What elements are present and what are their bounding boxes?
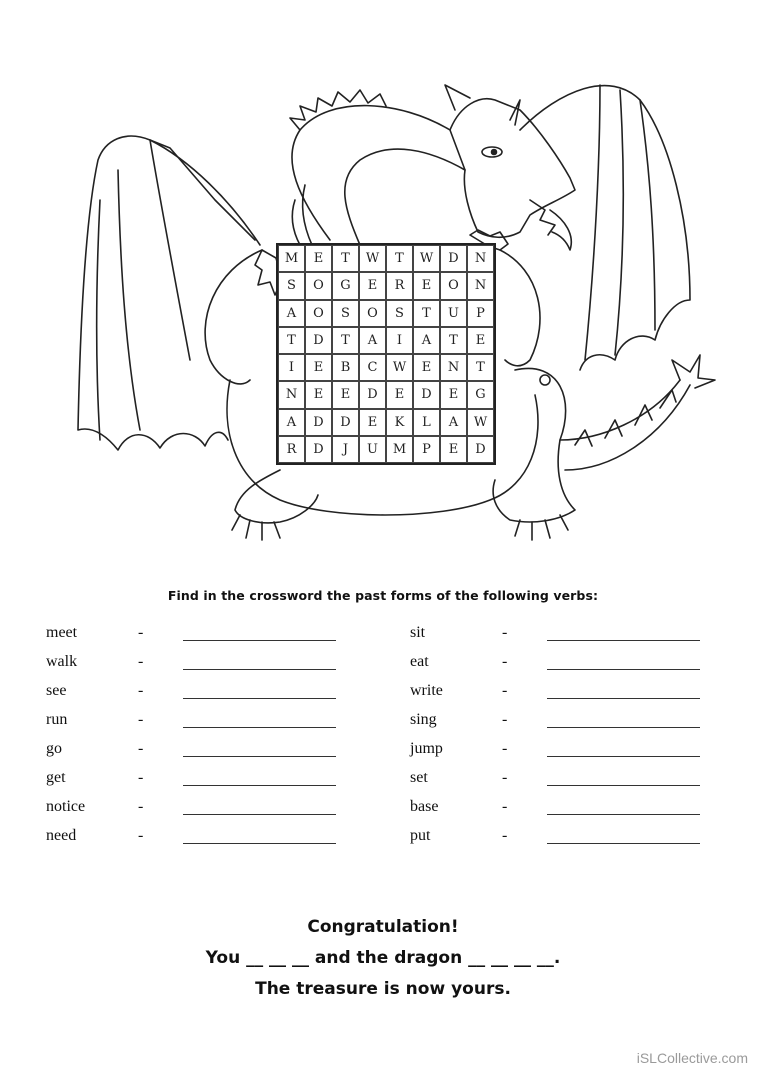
grid-cell: W bbox=[413, 245, 440, 272]
verb-list-left bbox=[46, 622, 356, 854]
grid-cell: T bbox=[467, 354, 494, 381]
grid-cell: M bbox=[278, 245, 305, 272]
answer-blank-line[interactable] bbox=[547, 669, 700, 670]
grid-cell: E bbox=[440, 436, 467, 463]
grid-cell: O bbox=[440, 272, 467, 299]
verb-row bbox=[410, 680, 720, 709]
grid-cell: D bbox=[305, 409, 332, 436]
grid-cell: D bbox=[305, 327, 332, 354]
answer-blank-line[interactable] bbox=[547, 843, 700, 844]
congrats-title: Congratulation! bbox=[307, 917, 459, 937]
grid-cell: G bbox=[332, 272, 359, 299]
grid-cell: D bbox=[359, 381, 386, 408]
grid-cell: N bbox=[467, 272, 494, 299]
grid-cell: U bbox=[359, 436, 386, 463]
watermark-text: iSLCollective.com bbox=[636, 1050, 748, 1066]
grid-cell: A bbox=[278, 409, 305, 436]
verb-dash: - bbox=[138, 740, 144, 757]
grid-cell: T bbox=[332, 245, 359, 272]
grid-cell: I bbox=[278, 354, 305, 381]
verb-label: sing bbox=[410, 711, 437, 728]
grid-cell: A bbox=[359, 327, 386, 354]
grid-cell: A bbox=[278, 300, 305, 327]
verb-label: walk bbox=[46, 653, 78, 670]
answer-blank-line[interactable] bbox=[547, 785, 700, 786]
grid-cell: A bbox=[413, 327, 440, 354]
answer-blank-line[interactable] bbox=[547, 756, 700, 757]
grid-cell: E bbox=[440, 381, 467, 408]
verb-row bbox=[410, 622, 720, 651]
verb-dash: - bbox=[138, 711, 144, 728]
grid-cell: O bbox=[305, 272, 332, 299]
grid-cell: E bbox=[332, 381, 359, 408]
answer-blank-line[interactable] bbox=[183, 756, 336, 757]
dragon-neck bbox=[292, 106, 450, 240]
answer-blank-line[interactable] bbox=[547, 640, 700, 641]
congratulation-block bbox=[0, 912, 766, 1005]
grid-cell: B bbox=[332, 354, 359, 381]
verb-dash: - bbox=[502, 798, 508, 815]
verb-row bbox=[410, 796, 720, 825]
grid-cell: T bbox=[440, 327, 467, 354]
verb-label: see bbox=[46, 682, 67, 699]
verb-row bbox=[46, 680, 356, 709]
grid-cell: D bbox=[440, 245, 467, 272]
verb-row bbox=[410, 651, 720, 680]
verb-label: base bbox=[410, 798, 439, 815]
grid-cell: P bbox=[467, 300, 494, 327]
answer-blank-line[interactable] bbox=[547, 814, 700, 815]
grid-cell: E bbox=[386, 381, 413, 408]
congrats-sentence: You __ __ __ and the dragon __ __ __ __. bbox=[205, 948, 561, 968]
verb-label: get bbox=[46, 769, 66, 786]
left-leg bbox=[235, 470, 318, 523]
grid-cell: L bbox=[413, 409, 440, 436]
grid-cell: T bbox=[413, 300, 440, 327]
grid-cell: T bbox=[386, 245, 413, 272]
grid-cell: R bbox=[386, 272, 413, 299]
answer-blank-line[interactable] bbox=[183, 727, 336, 728]
verb-row bbox=[46, 796, 356, 825]
grid-cell: S bbox=[332, 300, 359, 327]
verb-row bbox=[410, 738, 720, 767]
answer-blank-line[interactable] bbox=[547, 727, 700, 728]
grid-cell: W bbox=[467, 409, 494, 436]
verb-label: put bbox=[410, 827, 431, 844]
left-wing bbox=[78, 136, 260, 450]
verb-dash: - bbox=[502, 624, 508, 641]
verb-dash: - bbox=[502, 769, 508, 786]
grid-cell: U bbox=[440, 300, 467, 327]
grid-cell: P bbox=[413, 436, 440, 463]
verb-row bbox=[46, 651, 356, 680]
grid-cell: I bbox=[386, 327, 413, 354]
grid-cell: E bbox=[467, 327, 494, 354]
verb-dash: - bbox=[502, 740, 508, 757]
verb-dash: - bbox=[502, 711, 508, 728]
grid-cell: W bbox=[359, 245, 386, 272]
grid-cell: A bbox=[440, 409, 467, 436]
verb-dash: - bbox=[138, 682, 144, 699]
grid-cell: E bbox=[413, 272, 440, 299]
grid-cell: E bbox=[305, 354, 332, 381]
right-leg bbox=[493, 368, 575, 522]
right-wing bbox=[520, 86, 690, 370]
dragon-head bbox=[450, 99, 575, 238]
grid-cell: T bbox=[278, 327, 305, 354]
grid-cell: E bbox=[305, 245, 332, 272]
grid-cell: N bbox=[278, 381, 305, 408]
verb-dash: - bbox=[502, 682, 508, 699]
grid-cell: C bbox=[359, 354, 386, 381]
grid-cell: K bbox=[386, 409, 413, 436]
grid-cell: E bbox=[359, 409, 386, 436]
verb-row bbox=[46, 738, 356, 767]
grid-cell: D bbox=[467, 436, 494, 463]
grid-cell: T bbox=[332, 327, 359, 354]
congrats-treasure: The treasure is now yours. bbox=[255, 979, 511, 999]
grid-cell: J bbox=[332, 436, 359, 463]
verb-dash: - bbox=[138, 769, 144, 786]
verb-row bbox=[46, 622, 356, 651]
verb-row bbox=[46, 767, 356, 796]
instruction-text: Find in the crossword the past forms of the following verbs: bbox=[167, 588, 599, 603]
grid-cell: D bbox=[413, 381, 440, 408]
answer-blank-line[interactable] bbox=[183, 785, 336, 786]
grid-cell: W bbox=[386, 354, 413, 381]
answer-blank-line[interactable] bbox=[547, 698, 700, 699]
grid-cell: O bbox=[305, 300, 332, 327]
answer-blank-line[interactable] bbox=[183, 640, 336, 641]
verb-label: go bbox=[46, 740, 62, 757]
verb-row bbox=[410, 709, 720, 738]
grid-cell: N bbox=[467, 245, 494, 272]
grid-cell: E bbox=[359, 272, 386, 299]
grid-cell: N bbox=[440, 354, 467, 381]
verb-dash: - bbox=[138, 653, 144, 670]
grid-cell: M bbox=[386, 436, 413, 463]
verb-row bbox=[46, 709, 356, 738]
grid-cell: D bbox=[305, 436, 332, 463]
verb-dash: - bbox=[138, 798, 144, 815]
verb-list-right bbox=[410, 622, 720, 854]
verb-label: need bbox=[46, 827, 77, 844]
answer-blank-line[interactable] bbox=[183, 843, 336, 844]
grid-cell: S bbox=[278, 272, 305, 299]
answer-blank-line[interactable] bbox=[183, 814, 336, 815]
answer-blank-line[interactable] bbox=[183, 698, 336, 699]
verb-label: notice bbox=[46, 798, 86, 815]
word-search-grid bbox=[276, 243, 496, 465]
grid-cell: R bbox=[278, 436, 305, 463]
grid-cell: E bbox=[305, 381, 332, 408]
grid-cell: S bbox=[386, 300, 413, 327]
grid-cell: G bbox=[467, 381, 494, 408]
verb-label: jump bbox=[410, 740, 443, 757]
grid-cell: D bbox=[332, 409, 359, 436]
verb-row bbox=[46, 825, 356, 854]
verb-dash: - bbox=[502, 827, 508, 844]
verb-row bbox=[410, 767, 720, 796]
grid-cell: E bbox=[413, 354, 440, 381]
verb-label: run bbox=[46, 711, 68, 728]
verb-dash: - bbox=[138, 624, 144, 641]
grid-cell: O bbox=[359, 300, 386, 327]
verb-dash: - bbox=[138, 827, 144, 844]
verb-dash: - bbox=[502, 653, 508, 670]
verb-label: eat bbox=[410, 653, 429, 670]
verb-label: meet bbox=[46, 624, 78, 641]
verb-label: write bbox=[410, 682, 443, 699]
verb-label: set bbox=[410, 769, 428, 786]
answer-blank-line[interactable] bbox=[183, 669, 336, 670]
verb-label: sit bbox=[410, 624, 426, 641]
verb-row bbox=[410, 825, 720, 854]
